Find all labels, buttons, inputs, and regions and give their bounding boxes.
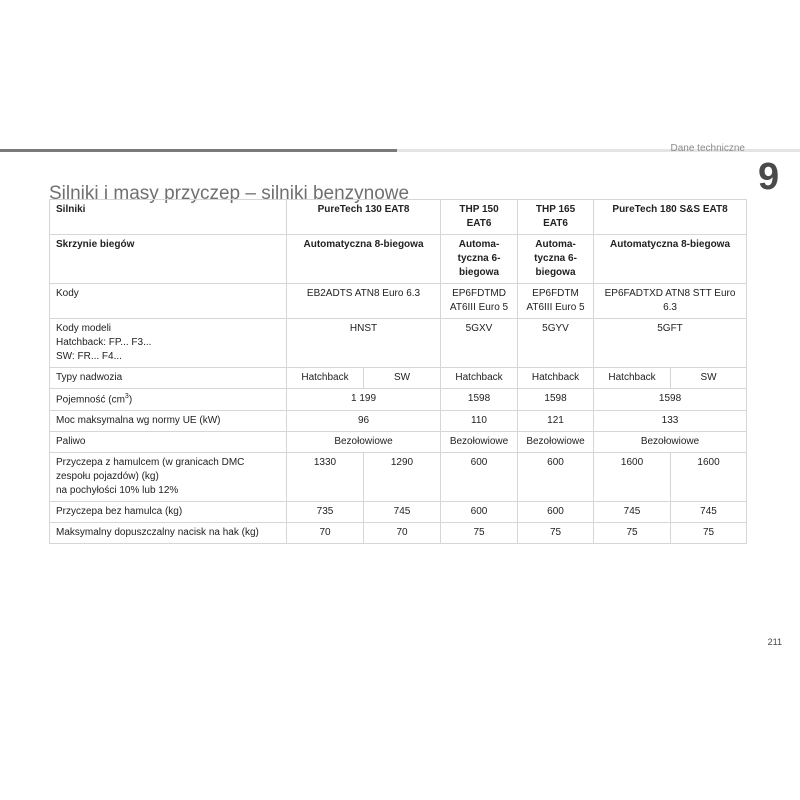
- chapter-number: 9: [758, 156, 780, 198]
- table-row-max-power: [50, 411, 747, 432]
- table-cell: EB2ADTS ATN8 Euro 6.3: [287, 284, 441, 319]
- table-cell: 745: [364, 502, 441, 523]
- table-row-unbraked-trailer: [50, 502, 747, 523]
- table-cell: 5GFT: [594, 319, 747, 368]
- table-cell: 1598: [594, 389, 747, 411]
- table-row-model-codes: [50, 319, 747, 368]
- engine-header: THP 150 EAT6: [441, 200, 518, 235]
- engine-header: THP 165 EAT6: [518, 200, 594, 235]
- table-cell: 121: [518, 411, 594, 432]
- table-row-codes: [50, 284, 747, 319]
- table-cell: 70: [287, 523, 364, 544]
- row-label-line: Hatchback: FP... F3...: [56, 337, 152, 348]
- table-cell: 75: [518, 523, 594, 544]
- table-cell: Bezołowiowe: [594, 432, 747, 453]
- row-label: Kody: [50, 284, 287, 319]
- table-cell: 735: [287, 502, 364, 523]
- table-cell: 133: [594, 411, 747, 432]
- page-number: 211: [767, 637, 782, 647]
- table-cell: 1598: [441, 389, 518, 411]
- table-cell: Hatchback: [287, 368, 364, 389]
- table-cell: 600: [441, 502, 518, 523]
- table-cell: Hatchback: [594, 368, 671, 389]
- row-label: Maksymalny dopuszczalny nacisk na hak (kg): [50, 523, 287, 544]
- row-label-superscript: 3: [124, 393, 129, 400]
- table-cell: 1290: [364, 453, 441, 502]
- table-cell: HNST: [287, 319, 441, 368]
- row-label-close: ): [128, 394, 133, 406]
- table-cell: 75: [441, 523, 518, 544]
- row-label: Skrzynie biegów: [50, 235, 287, 284]
- table-cell: Automa-tyczna 6-biegowa: [518, 235, 594, 284]
- table-cell: 600: [518, 502, 594, 523]
- row-label: Paliwo: [50, 432, 287, 453]
- engine-header: PureTech 180 S&S EAT8: [594, 200, 747, 235]
- engine-spec-table: [49, 199, 747, 544]
- table-cell: 600: [518, 453, 594, 502]
- header-progress-rule: [0, 149, 397, 152]
- table-row-displacement: [50, 389, 747, 411]
- row-label: Silniki: [50, 200, 287, 235]
- table-cell: Automatyczna 8-biegowa: [287, 235, 441, 284]
- table-cell: 96: [287, 411, 441, 432]
- table-cell: Automa-tyczna 6-biegowa: [441, 235, 518, 284]
- table-row-engines: [50, 200, 747, 235]
- table-cell: 110: [441, 411, 518, 432]
- row-label: Typy nadwozia: [50, 368, 287, 389]
- table-row-nose-weight: [50, 523, 747, 544]
- row-label: [50, 389, 287, 411]
- row-label-line: na pochyłości 10% lub 12%: [56, 485, 179, 497]
- table-cell: 1 199: [287, 389, 441, 411]
- table-cell: 1598: [518, 389, 594, 411]
- engine-header: PureTech 130 EAT8: [287, 200, 441, 235]
- row-label-line: Kody modeli: [56, 323, 112, 334]
- table-cell: Automatyczna 8-biegowa: [594, 235, 747, 284]
- table-cell: 600: [441, 453, 518, 502]
- table-cell: 5GYV: [518, 319, 594, 368]
- table-cell: EP6FDTM AT6III Euro 5: [518, 284, 594, 319]
- table-cell: 745: [671, 502, 747, 523]
- table-cell: Bezołowiowe: [518, 432, 594, 453]
- table-row-fuel: [50, 432, 747, 453]
- row-label-text: Pojemność (cm: [56, 394, 125, 406]
- row-label: Przyczepa bez hamulca (kg): [50, 502, 287, 523]
- table-cell: 1600: [671, 453, 747, 502]
- table-cell: 1330: [287, 453, 364, 502]
- section-label: Dane techniczne: [670, 143, 745, 154]
- page-title: Silniki i masy przyczep – silniki benzynowe: [49, 182, 410, 204]
- table-cell: Bezołowiowe: [287, 432, 441, 453]
- row-label: [50, 319, 287, 368]
- table-cell: EP6FADTXD ATN8 STT Euro 6.3: [594, 284, 747, 319]
- row-label: Moc maksymalna wg normy UE (kW): [50, 411, 287, 432]
- table-cell: 745: [594, 502, 671, 523]
- table-cell: SW: [671, 368, 747, 389]
- table-cell: 75: [671, 523, 747, 544]
- row-label-line: Przyczepa z hamulcem (w granicach DMC zespołu pojazdów) (kg): [56, 457, 245, 483]
- table-cell: 1600: [594, 453, 671, 502]
- table-cell: EP6FDTMD AT6III Euro 5: [441, 284, 518, 319]
- table-row-body-types: [50, 368, 747, 389]
- row-label-line: SW: FR... F4...: [56, 351, 122, 362]
- table-cell: Hatchback: [518, 368, 594, 389]
- table-cell: 75: [594, 523, 671, 544]
- table-cell: Hatchback: [441, 368, 518, 389]
- table-cell: Bezołowiowe: [441, 432, 518, 453]
- table-row-gearboxes: [50, 235, 747, 284]
- table-cell: 70: [364, 523, 441, 544]
- row-label: [50, 453, 287, 502]
- table-cell: SW: [364, 368, 441, 389]
- table-cell: 5GXV: [441, 319, 518, 368]
- table-row-braked-trailer: [50, 453, 747, 502]
